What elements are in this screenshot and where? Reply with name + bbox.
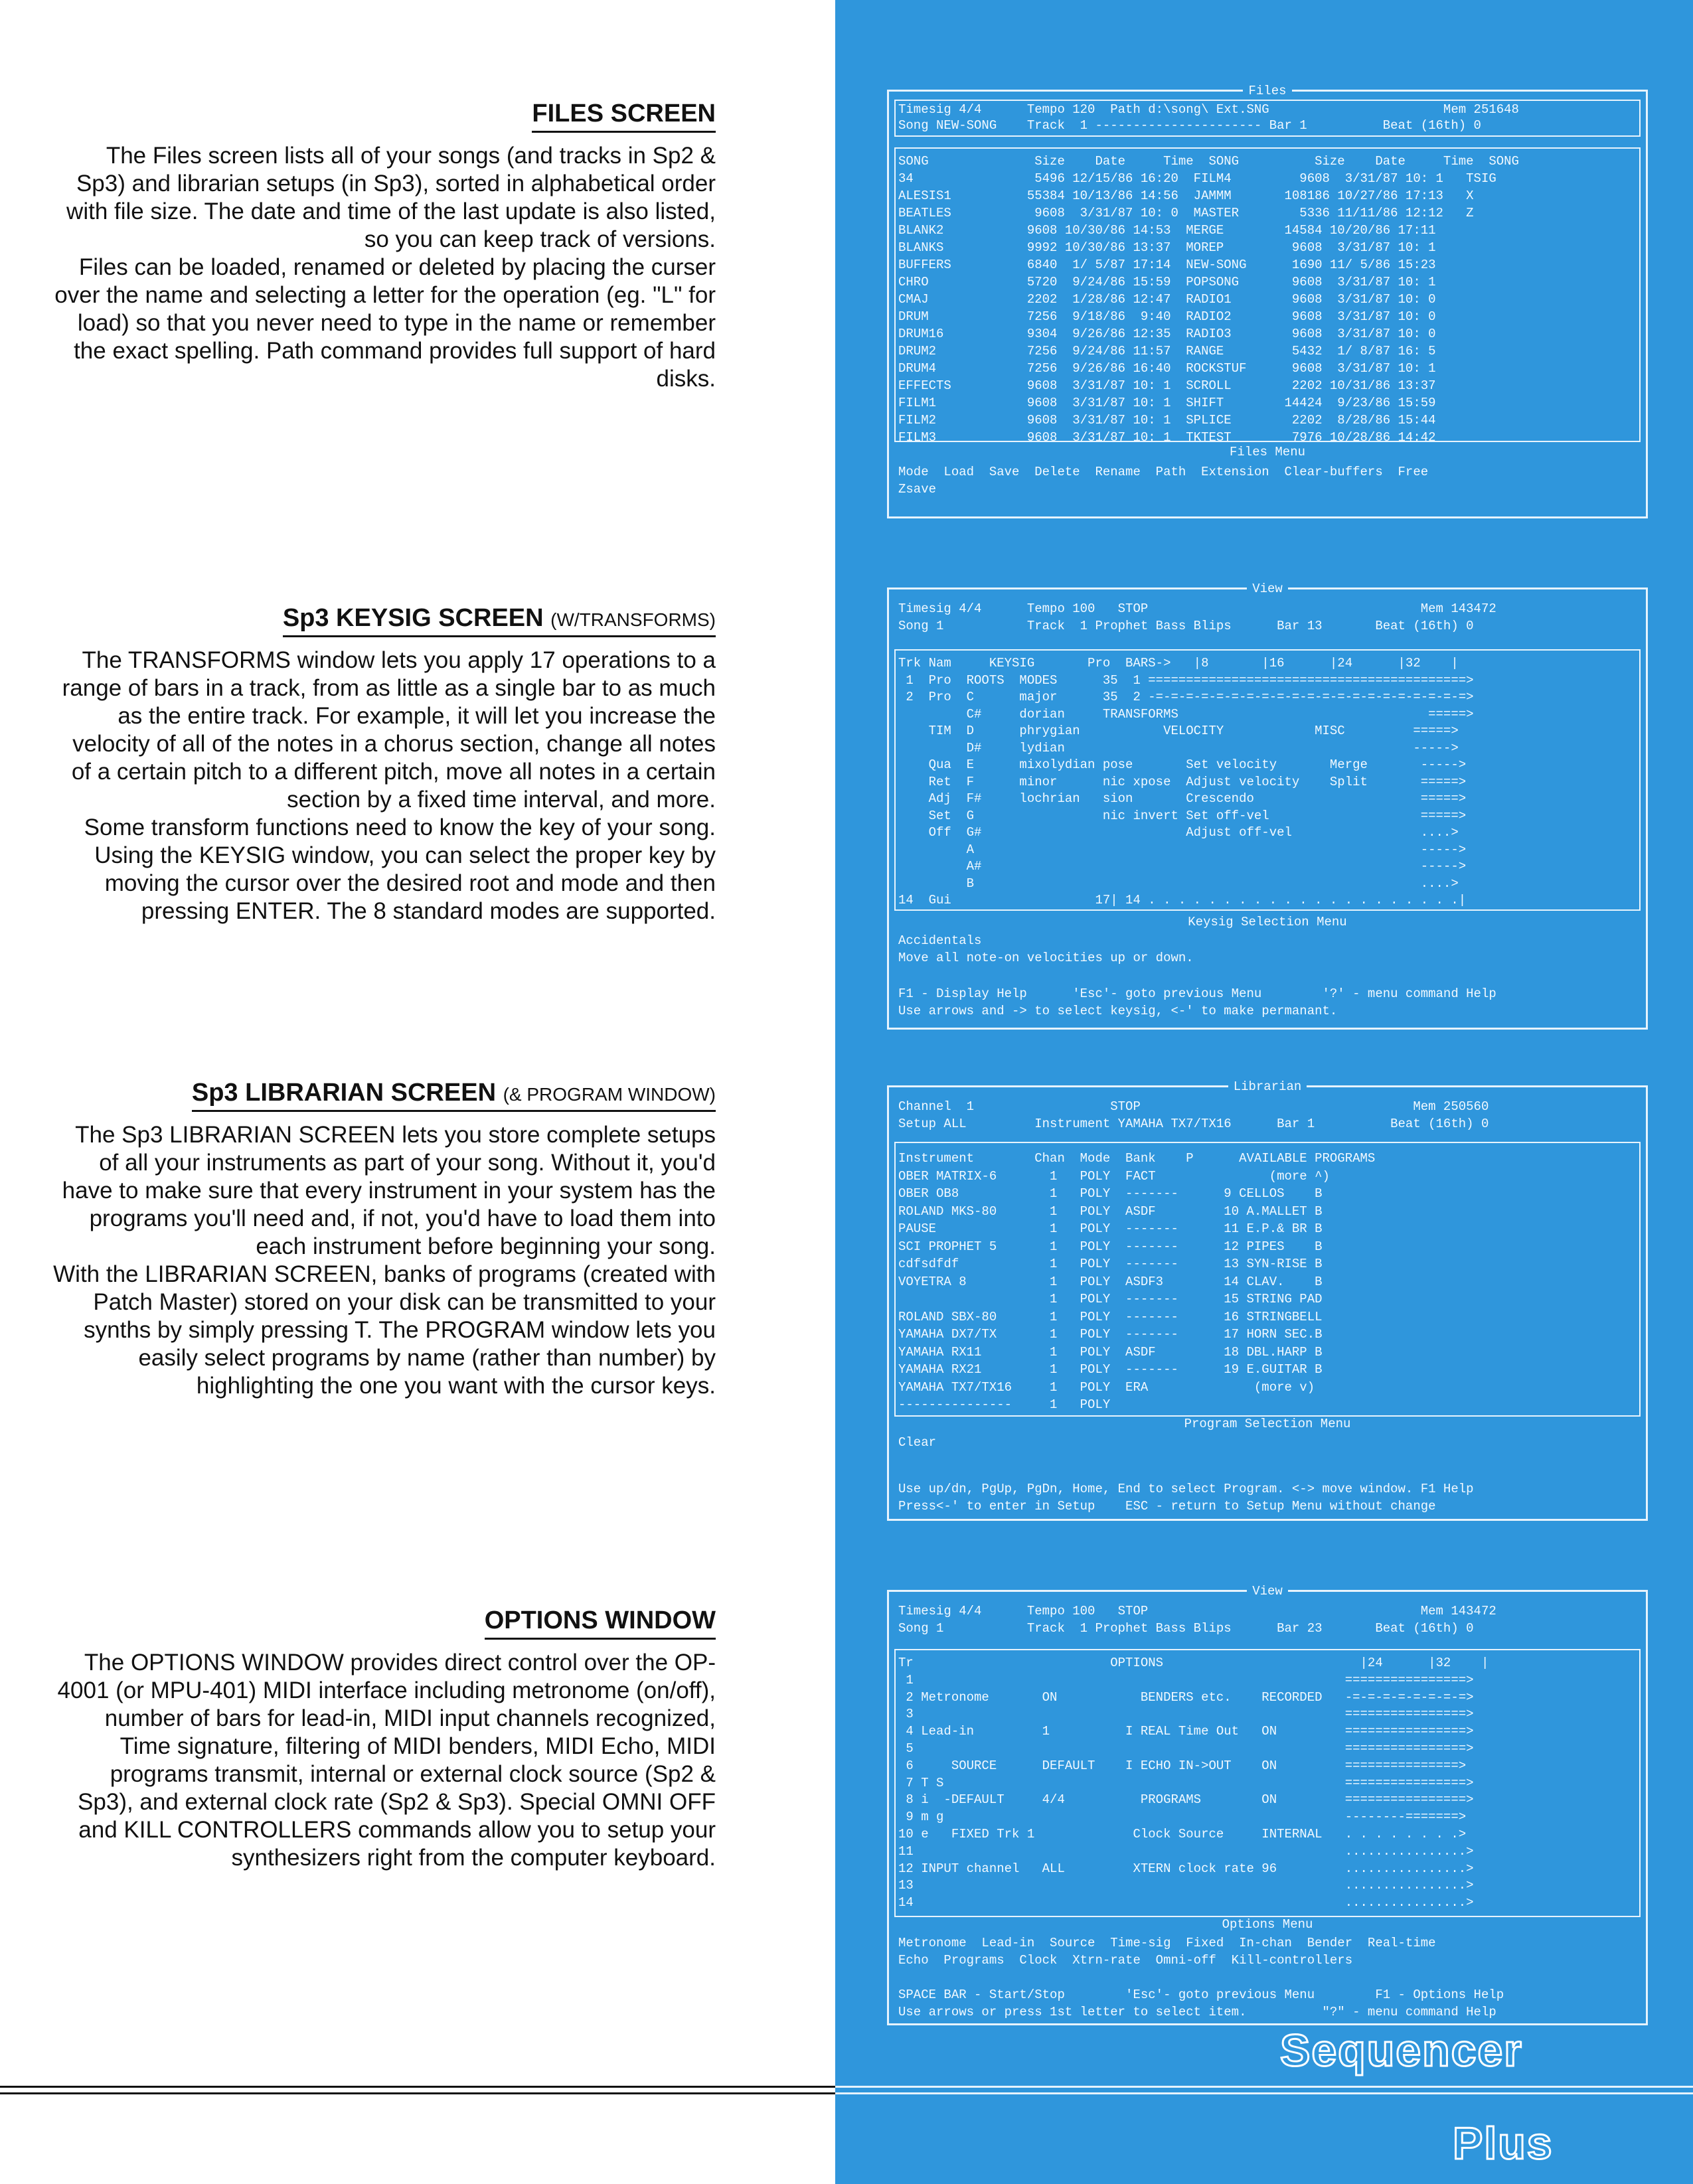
files-list-row[interactable]: FILM1 9608 3/31/87 10: 1 SHIFT 14424 9/23/86 15:59	[898, 396, 1436, 410]
files-list-row[interactable]: BUFFERS 6840 1/ 5/87 17:14 NEW-SONG 1690 11/ 5/86 15:23	[898, 258, 1436, 272]
keysig-row[interactable]: Off G# Adjust off-vel ....>	[898, 825, 1459, 840]
files-menu-line-1[interactable]: Mode Load Save Delete Rename Path Extension Clear-buffers Free	[898, 465, 1429, 479]
keysig-row[interactable]: A ----->	[898, 842, 1467, 857]
librarian-row[interactable]: YAMAHA RX11 1 POLY ASDF 18 DBL.HARP B	[898, 1344, 1323, 1360]
librarian-footer-line-2: Press<-' to enter in Setup ESC - return to Setup Menu without change	[898, 1499, 1436, 1514]
files-column-headers: SONG Size Date Time SONG Size Date Time SONG	[898, 154, 1519, 169]
options-row[interactable]: 4 Lead-in 1 I REAL Time Out ON ================>	[898, 1724, 1474, 1739]
keysig-paragraph-1: The TRANSFORMS window lets you apply 17 operations to a range of bars in a track, from as little as a single bar to as much as the entire track. For example, it will let you increase the velocity of all of the notes in a chorus section, change all notes of a certain pitch to a different pitch, move all notes in a certain section by a fixed time interval, and more.	[62, 647, 716, 813]
files-header-line-2: Song NEW-SONG Track 1 ---------------------- Bar 1 Beat (16th) 0	[898, 118, 1481, 133]
options-row[interactable]: 8 i -DEFAULT 4/4 PROGRAMS ON ================>	[898, 1792, 1474, 1808]
files-section-title: FILES SCREEN	[532, 100, 716, 133]
librarian-title-main: Sp3 LIBRARIAN SCREEN	[191, 1079, 497, 1107]
librarian-row[interactable]: PAUSE 1 POLY ------- 11 E.P.& BR B	[898, 1221, 1323, 1236]
keysig-row[interactable]: TIM D phrygian VELOCITY MISC =====>	[898, 724, 1459, 738]
options-header-line-1: Timesig 4/4 Tempo 100 STOP Mem 143472	[898, 1604, 1496, 1618]
keysig-row[interactable]: Set G nic invert Set off-vel =====>	[898, 808, 1467, 823]
keysig-row[interactable]: 14 Gui 17| 14 . . . . . . . . . . . . . . . . . . . . .|	[898, 893, 1467, 907]
keysig-row[interactable]: 2 Pro C major 35 2 -=-=-=-=-=-=-=-=-=-=-=-=-=-=-=-=-=-=-=-=-=>	[898, 690, 1474, 704]
options-screen-caption: View	[1247, 1584, 1288, 1599]
options-menu-line-1[interactable]: Metronome Lead-in Source Time-sig Fixed In-chan Bender Real-time	[898, 1936, 1436, 1950]
keysig-row[interactable]: B ....>	[898, 876, 1459, 891]
screens-panel	[835, 0, 1693, 2184]
files-section	[52, 100, 716, 393]
files-list-row[interactable]: EFFECTS 9608 3/31/87 10: 1 SCROLL 2202 10/31/86 13:37	[898, 378, 1436, 393]
keysig-row[interactable]: Adj F# lochrian sion Crescendo =====>	[898, 791, 1467, 806]
keysig-menu-line-1[interactable]: Accidentals	[898, 933, 982, 948]
keysig-row[interactable]: Ret F minor nic xpose Adjust velocity Split =====>	[898, 774, 1467, 789]
options-row[interactable]: 5 ================>	[898, 1741, 1474, 1756]
files-list-row[interactable]: CMAJ 2202 1/28/86 12:47 RADIO1 9608 3/31/87 10: 0	[898, 292, 1436, 307]
librarian-row[interactable]: YAMAHA TX7/TX16 1 POLY ERA (more v)	[898, 1379, 1315, 1395]
keysig-footer-line-2: Use arrows and -> to select keysig, <-' to make permanant.	[898, 1004, 1338, 1018]
options-row[interactable]: 1 ================>	[898, 1672, 1474, 1687]
files-header-line-1: Timesig 4/4 Tempo 120 Path d:\song\ Ext.SNG Mem 251648	[898, 102, 1519, 117]
keysig-header-line-1: Timesig 4/4 Tempo 100 STOP Mem 143472	[898, 601, 1496, 616]
options-screen	[887, 1584, 1648, 2025]
options-footer-line-1: SPACE BAR - Start/Stop 'Esc'- goto previous Menu F1 - Options Help	[898, 1988, 1504, 2002]
options-row[interactable]: 9 m g --------=======>	[898, 1810, 1467, 1825]
keysig-header-line-2: Song 1 Track 1 Prophet Bass Blips Bar 13 Beat (16th) 0	[898, 619, 1474, 633]
files-list-row[interactable]: FILM3 9608 3/31/87 10: 1 TKTEST 7976 10/28/86 14:42	[898, 430, 1436, 445]
files-menu-line-2[interactable]: Zsave	[898, 482, 937, 497]
librarian-header-line-2: Setup ALL Instrument YAMAHA TX7/TX16 Bar 1 Beat (16th) 0	[898, 1117, 1489, 1131]
options-section	[52, 1606, 716, 1872]
keysig-section	[52, 604, 716, 925]
keysig-row[interactable]: D# lydian ----->	[898, 740, 1459, 755]
files-list-row[interactable]: ALESIS1 55384 10/13/86 14:56 JAMMM 108186 10/27/86 17:13 X	[898, 189, 1474, 203]
text-column	[0, 0, 835, 2184]
options-footer-line-2: Use arrows or press 1st letter to select item. "?" - menu command Help	[898, 2005, 1496, 2019]
librarian-header-line-1: Channel 1 STOP Mem 250560	[898, 1099, 1489, 1114]
options-menu-caption: Options Menu	[1217, 1917, 1319, 1932]
librarian-row[interactable]: cdfsdfdf 1 POLY ------- 13 SYN-RISE B	[898, 1257, 1323, 1271]
files-screen-caption: Files	[1243, 84, 1291, 98]
options-section-title: OPTIONS WINDOW	[485, 1606, 716, 1640]
keysig-footer-line-1: F1 - Display Help 'Esc'- goto previous Menu '?' - menu command Help	[898, 986, 1496, 1001]
librarian-row[interactable]: 1 POLY ------- 15 STRING PAD	[898, 1292, 1323, 1306]
files-list-row[interactable]: FILM2 9608 3/31/87 10: 1 SPLICE 2202 8/28/86 15:44	[898, 413, 1436, 428]
files-list-row[interactable]: DRUM4 7256 9/26/86 16:40 ROCKSTUF 9608 3/31/87 10: 1	[898, 361, 1436, 376]
files-list-row[interactable]: BLANKS 9992 10/30/86 13:37 MOREP 9608 3/31/87 10: 1	[898, 240, 1436, 255]
options-row[interactable]: 11 ................>	[898, 1843, 1474, 1859]
options-row[interactable]: 6 SOURCE DEFAULT I ECHO IN->OUT ON ===============>	[898, 1758, 1467, 1773]
files-list-row[interactable]: DRUM 7256 9/18/86 9:40 RADIO2 9608 3/31/87 10: 0	[898, 309, 1436, 324]
keysig-screen-caption: View	[1247, 582, 1288, 596]
files-list-row[interactable]: BLANK2 9608 10/30/86 14:53 MERGE 14584 10/20/86 17:11	[898, 223, 1436, 238]
files-screen	[887, 84, 1648, 518]
files-list-row[interactable]: 34 5496 12/15/86 16:20 FILM4 9608 3/31/87 10: 1 TSIG	[898, 171, 1496, 186]
options-row[interactable]: 7 T S ================>	[898, 1775, 1474, 1790]
keysig-row[interactable]: Qua E mixolydian pose Set velocity Merge ----->	[898, 757, 1467, 772]
librarian-section	[52, 1079, 716, 1400]
files-list-row[interactable]: DRUM16 9304 9/26/86 12:35 RADIO3 9608 3/31/87 10: 0	[898, 327, 1436, 341]
librarian-menu-caption: Program Selection Menu	[1179, 1417, 1356, 1431]
keysig-screen	[887, 582, 1648, 1030]
files-paragraph-1: The Files screen lists all of your songs (and tracks in Sp2 & Sp3) and librarian setups (in Sp3), sorted in alphabetical order with file size. The date and time of the last update is also listed, so you can keep track of versions.	[66, 143, 716, 252]
librarian-row[interactable]: Instrument Chan Mode Bank P AVAILABLE PROGRAMS	[898, 1151, 1376, 1166]
librarian-row[interactable]: YAMAHA DX7/TX 1 POLY ------- 17 HORN SEC.B	[898, 1327, 1323, 1342]
librarian-footer-line-1: Use up/dn, PgUp, PgDn, Home, End to select Program. <-> move window. F1 Help	[898, 1482, 1474, 1496]
files-list-row[interactable]: CHRO 5720 9/24/86 15:59 POPSONG 9608 3/31/87 10: 1	[898, 275, 1436, 289]
keysig-row[interactable]: Trk Nam KEYSIG Pro BARS-> |8 |16 |24 |32 |	[898, 656, 1459, 670]
options-row[interactable]: 14 ................>	[898, 1895, 1474, 1911]
librarian-row[interactable]: ROLAND MKS-80 1 POLY ASDF 10 A.MALLET B	[898, 1204, 1323, 1219]
files-menu-caption: Files Menu	[1224, 445, 1311, 459]
options-row[interactable]: 12 INPUT channel ALL XTERN clock rate 96 ................>	[898, 1861, 1474, 1876]
librarian-screen-caption: Librarian	[1228, 1079, 1307, 1094]
librarian-menu-line-1[interactable]: Clear	[898, 1435, 937, 1450]
librarian-row[interactable]: OBER MATRIX-6 1 POLY FACT (more ^)	[898, 1168, 1330, 1184]
options-row[interactable]: Tr OPTIONS |24 |32 |	[898, 1656, 1489, 1670]
keysig-paragraph-2: Some transform functions need to know the key of your song. Using the KEYSIG window, you can select the proper key by moving the cursor over the desired root and mode and then pressing ENTER. The 8 standard modes are supported.	[84, 815, 716, 924]
librarian-row[interactable]: SCI PROPHET 5 1 POLY ------- 12 PIPES B	[898, 1239, 1323, 1254]
logo-plus: Plus	[1453, 2118, 1554, 2169]
keysig-menu-line-2: Move all note-on velocities up or down.	[898, 951, 1194, 965]
files-paragraph-2: Files can be loaded, renamed or deleted by placing the curser over the name and selecting a letter for the operation (eg. "L" for load) so that you never need to type in the name or remember the exact spelling. Path command provides full support of hard disks.	[54, 254, 716, 392]
librarian-paragraph-2: With the LIBRARIAN SCREEN, banks of programs (created with Patch Master) stored on your disk can be transmitted to your synths by simply pressing T. The PROGRAM window lets you easily select programs by name (rather than number) by highlighting the one you want with the cursor keys.	[53, 1261, 716, 1399]
keysig-menu-caption: Keysig Selection Menu	[1182, 915, 1352, 929]
librarian-paragraph-1: The Sp3 LIBRARIAN SCREEN lets you store complete setups of all your instruments as part of your song. Without it, you'd have to make sure that every instrument in your system has the programs you'll need and, if not, you'd have to load them into each instrument before beginning your song.	[62, 1122, 716, 1259]
bottom-rule-2	[0, 2092, 835, 2094]
options-row[interactable]: 3 ================>	[898, 1707, 1474, 1722]
keysig-title-main: Sp3 KEYSIG SCREEN	[282, 604, 544, 632]
options-row[interactable]: 2 Metronome ON BENDERS etc. RECORDED -=-=-=-=-=-=-=-=>	[898, 1689, 1474, 1705]
keysig-row[interactable]: 1 Pro ROOTS MODES 35 1 ==========================================>	[898, 672, 1474, 688]
keysig-row[interactable]: C# dorian TRANSFORMS =====>	[898, 706, 1474, 722]
keysig-section-title	[283, 604, 716, 637]
librarian-row[interactable]: --------------- 1 POLY	[898, 1397, 1111, 1412]
options-row[interactable]: 10 e FIXED Trk 1 Clock Source INTERNAL . . . . . . . .>	[898, 1827, 1467, 1841]
keysig-row[interactable]: A# ----->	[898, 859, 1467, 874]
options-header-line-2: Song 1 Track 1 Prophet Bass Blips Bar 23 Beat (16th) 0	[898, 1621, 1474, 1636]
librarian-section-title	[192, 1079, 716, 1112]
librarian-screen	[887, 1079, 1648, 1521]
keysig-title-small: (W/TRANSFORMS)	[550, 609, 716, 630]
options-row[interactable]: 13 ................>	[898, 1878, 1474, 1893]
files-list-row[interactable]: BEATLES 9608 3/31/87 10: 0 MASTER 5336 11/11/86 12:12 Z	[898, 206, 1474, 220]
files-list-row[interactable]: DRUM2 7256 9/24/86 11:57 RANGE 5432 1/ 8/87 16: 5	[898, 344, 1436, 358]
bottom-rule-1	[0, 2086, 835, 2088]
librarian-row[interactable]: VOYETRA 8 1 POLY ASDF3 14 CLAV. B	[898, 1274, 1323, 1289]
options-menu-line-2[interactable]: Echo Programs Clock Xtrn-rate Omni-off Kill-controllers	[898, 1953, 1353, 1968]
bottom-rule-right-2	[835, 2092, 1693, 2094]
librarian-row[interactable]: ROLAND SBX-80 1 POLY ------- 16 STRINGBELL	[898, 1309, 1323, 1324]
librarian-row[interactable]: YAMAHA RX21 1 POLY ------- 19 E.GUITAR B	[898, 1362, 1323, 1377]
librarian-title-small: (& PROGRAM WINDOW)	[503, 1084, 716, 1105]
logo-sequencer: Sequencer	[1280, 2025, 1523, 2076]
options-paragraph-1: The OPTIONS WINDOW provides direct control over the OP-4001 (or MPU-401) MIDI interface including metronome (on/off), number of bars for lead-in, MIDI input channels recognized, Time signature, filtering of MIDI benders, MIDI Echo, MIDI programs transmit, internal or external clock source (Sp2 & Sp3), and external clock rate (Sp2 & Sp3). Special OMNI OFF and KILL CONTROLLERS commands allow you to setup your synthesizers right from the computer keyboard.	[57, 1650, 716, 1871]
bottom-rule-right-1	[835, 2086, 1693, 2088]
librarian-row[interactable]: OBER OB8 1 POLY ------- 9 CELLOS B	[898, 1186, 1323, 1201]
